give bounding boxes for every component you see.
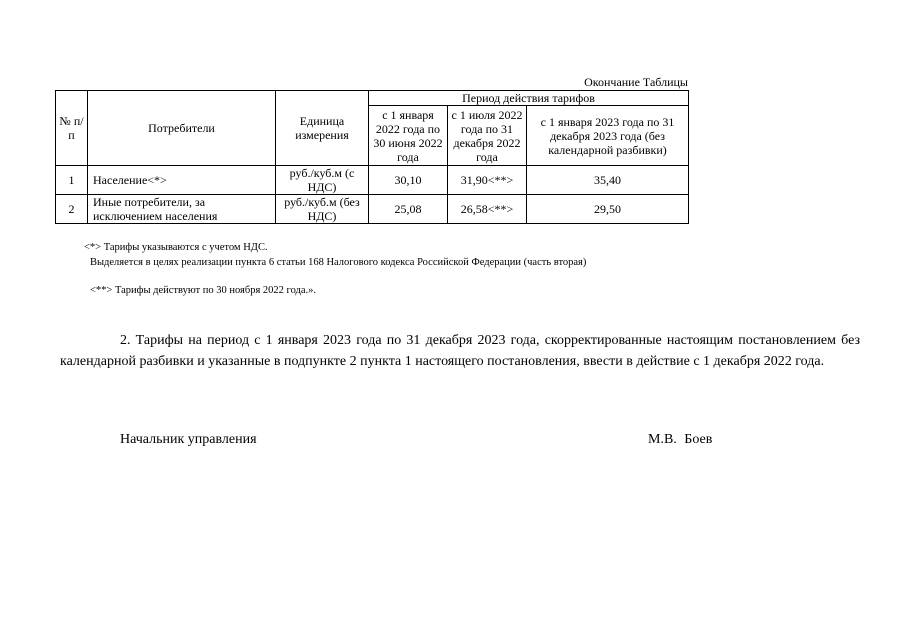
row-num: 1: [56, 166, 88, 195]
footnote-validity: <**> Тарифы действуют по 30 ноября 2022 года.».: [90, 285, 317, 296]
row-consumer: Население<*>: [88, 166, 276, 195]
row-unit: руб./куб.м (без НДС): [276, 195, 369, 224]
header-period-2: с 1 июля 2022 года по 31 декабря 2022 года: [448, 106, 527, 166]
header-period: Период действия тарифов: [369, 91, 689, 106]
footnote-tax-code: Выделяется в целях реализации пункта 6 статьи 168 Налогового кодекса Российской Федерации (часть вторая): [90, 257, 587, 268]
signatory-position: Начальник управления: [120, 432, 257, 447]
table-row: [56, 195, 689, 224]
row-value-period-3: 35,40: [527, 166, 689, 195]
row-num: 2: [56, 195, 88, 224]
table-header-row: [56, 91, 689, 106]
header-consumers: Потребители: [88, 91, 276, 166]
tariff-table: [55, 90, 689, 224]
table-row: [56, 166, 689, 195]
header-num: № п/п: [56, 91, 88, 166]
row-value-period-2: 26,58<**>: [448, 195, 527, 224]
footnote-vat: <*> Тарифы указываются с учетом НДС.: [84, 242, 268, 253]
row-value-period-1: 30,10: [369, 166, 448, 195]
row-unit: руб./куб.м (с НДС): [276, 166, 369, 195]
signatory-name: М.В. Боев: [648, 432, 713, 447]
row-consumer: Иные потребители, за исключением населения: [88, 195, 276, 224]
table-caption: Окончание Таблицы: [584, 75, 688, 89]
header-unit: Единица измерения: [276, 91, 369, 166]
row-value-period-3: 29,50: [527, 195, 689, 224]
row-value-period-1: 25,08: [369, 195, 448, 224]
header-period-3: с 1 января 2023 года по 31 декабря 2023 года (без календарной разбивки): [527, 106, 689, 166]
row-value-period-2: 31,90<**>: [448, 166, 527, 195]
paragraph-2: 2. Тарифы на период с 1 января 2023 года по 31 декабря 2023 года, скорректированные настоящим постановлением без календарной разбивки и указанные в подпункте 2 пункта 1 настоящего постановления, ввести в действие с 1 декабря 2022 года.: [60, 333, 860, 369]
header-period-1: с 1 января 2022 года по 30 июня 2022 года: [369, 106, 448, 166]
